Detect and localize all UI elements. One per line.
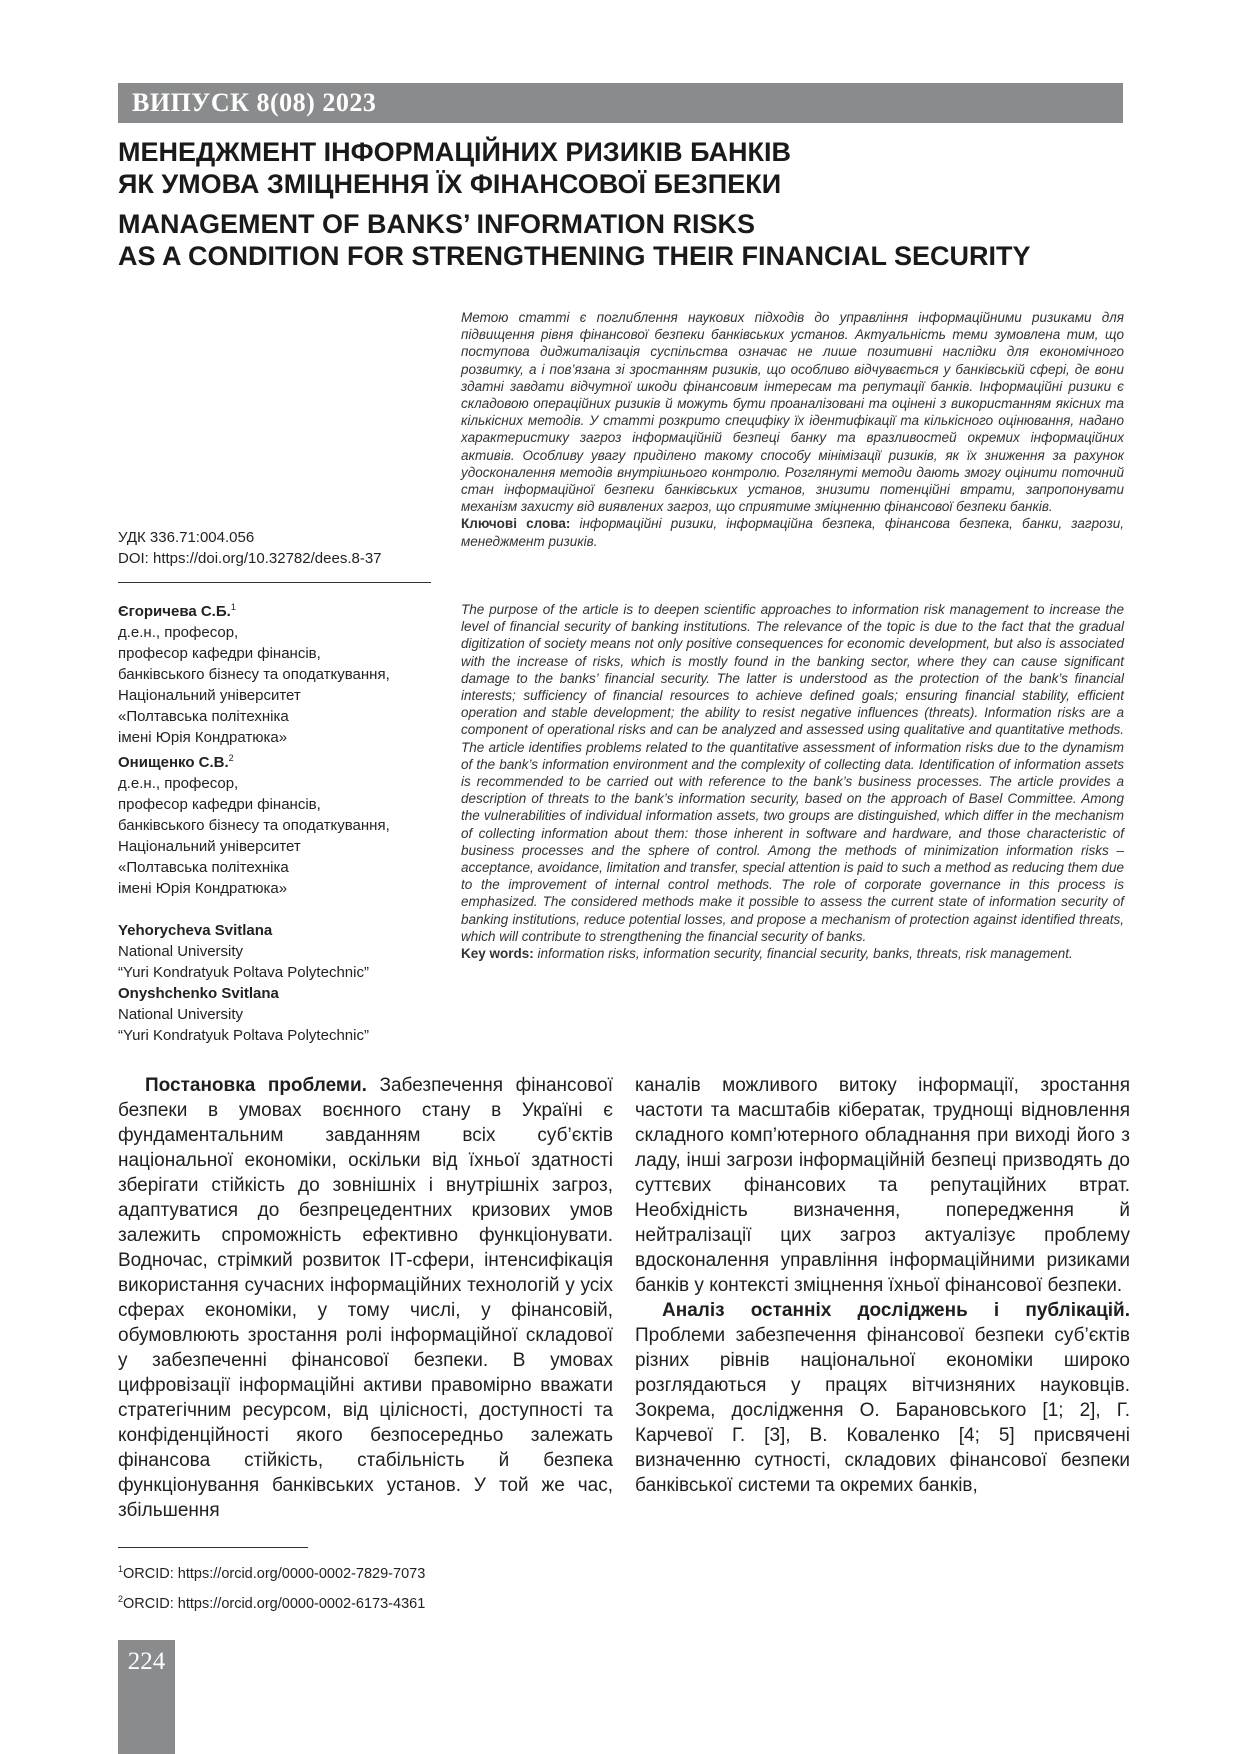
affiliation-line: National University bbox=[118, 943, 244, 960]
footnote-1 bbox=[118, 1557, 425, 1587]
page-number-tab bbox=[118, 1640, 175, 1754]
paragraph-text: каналів можливого витоку інформації, зростання частоти та масштабів кібератак, труднощі відновлення складного комп’ютерного обладнання при виході його з ладу, інші загрози інформаційній безпеці призводять до суттєвих фінансових та репутаційних втрат. Необхідність визначення, попередження й нейтралізації цих загроз актуалізує проблему вдосконалення управління інформаційними ризиками банків у контексті зміцнення їхньої фінансової безпеки. bbox=[635, 1075, 1130, 1296]
keywords-en: information risks, information security, financial security, banks, threats, risk management. bbox=[537, 946, 1073, 962]
affiliation-line: д.е.н., професор, bbox=[118, 624, 239, 641]
author-uk-2 bbox=[118, 748, 448, 899]
orcid-link[interactable]: ORCID: https://orcid.org/0000-0002-6173-4361 bbox=[123, 1595, 426, 1612]
abstract-en-text: The purpose of the article is to deepen scientific approaches to information risk management to increase the level of financial security of banking institutions. The relevance of the topic is due to the fact that the gradual digitization of society means not only positive consequences for economic development, but also is associated with the increase of risks, which is mostly found in the banking sector, where they can cause significant damage to the banks’ financial security. The latter is understood as the protection of the bank’s financial interests; sufficiency of financial resources to achieve defined goals; ensuring financial stability, efficient operation and stable development; the ability to resist negative influences (threats). Information risks are a component of operational risks and can be analyzed and assessed using qualitative and quantitative methods. The article identifies problems related to the quantitative assessment of information risks due to the dynamism of the bank’s information environment and the complexity of collecting data. Identification of information assets is recommended to be carried out with reference to the bank’s business processes. The article provides a description of threats to the bank’s information security, based on the approach of Basel Committee. Among the vulnerabilities of individual information assets, two groups are distinguished, which differ in the mechanism of collecting information about them: those inherent in software and hardware, and those characteristic of business processes and the sphere of control. Among the methods of minimization information risks – acceptance, avoidance, limitation and transfer, special attention is paid to such a method as reducing them due to the improvement of internal control methods. The role of corporate governance in this process is emphasized. The considered methods make it possible to assess the current state of information security of banking institutions, reduce potential losses, and propose a mechanism of protection against identified threats, which will contribute to strengthening the financial security of banks. bbox=[461, 602, 1124, 944]
author-en-2 bbox=[118, 983, 448, 1046]
affiliation-line: банківського бізнесу та оподаткування, bbox=[118, 817, 390, 834]
title-english bbox=[118, 208, 1128, 272]
title-en-line-1: MANAGEMENT OF BANKS’ INFORMATION RISKS bbox=[118, 209, 755, 239]
affiliation-line: “Yuri Kondratyuk Poltava Polytechnic” bbox=[118, 1027, 369, 1044]
affiliation-line: “Yuri Kondratyuk Poltava Polytechnic” bbox=[118, 964, 369, 981]
title-ukrainian bbox=[118, 136, 1128, 200]
analysis-paragraph bbox=[635, 1298, 1130, 1498]
title-en-line-2: AS A CONDITION FOR STRENGTHENING THEIR FINANCIAL SECURITY bbox=[118, 241, 1031, 271]
affiliation-line: імені Юрія Кондратюка» bbox=[118, 880, 288, 897]
affiliation-line: банківського бізнесу та оподаткування, bbox=[118, 666, 390, 683]
footnote-ref: 2 bbox=[228, 753, 234, 763]
section-heading: Аналіз останніх досліджень і публікацій. bbox=[662, 1300, 1130, 1321]
footnotes bbox=[118, 1557, 425, 1617]
author-name: Yehorycheva Svitlana bbox=[118, 922, 273, 939]
affiliation-line: д.е.н., професор, bbox=[118, 775, 239, 792]
section-heading: Постановка проблеми. bbox=[145, 1075, 367, 1096]
paragraph-text: Проблеми забезпечення фінансової безпеки суб’єктів різних рівнів національної економіки широко розглядаються у працях вітчизняних науковців. Зокрема, дослідження О. Барановського [1; 2], Г. Карчевої Г. [3], В. Коваленко [4; 5] присвячені визначенню сутності, складових фінансової безпеки банківської системи та окремих банків, bbox=[635, 1325, 1130, 1496]
page-number: 224 bbox=[127, 1648, 166, 1675]
identifiers-divider bbox=[118, 582, 431, 583]
body-column-left bbox=[118, 1073, 613, 1523]
article-identifiers bbox=[118, 527, 433, 569]
author-name: Онищенко С.В. bbox=[118, 754, 229, 771]
affiliation-line: Національний університет bbox=[118, 838, 301, 855]
problem-paragraph bbox=[118, 1073, 613, 1523]
orcid-link[interactable]: ORCID: https://orcid.org/0000-0002-7829-7073 bbox=[123, 1565, 426, 1582]
affiliation-line: National University bbox=[118, 1006, 244, 1023]
author-uk-1 bbox=[118, 597, 448, 748]
footnote-2 bbox=[118, 1587, 425, 1617]
author-block bbox=[118, 597, 448, 1046]
abstract-uk-text: Метою статті є поглиблення наукових підходів до управління інформаційними ризиками для підвищення рівня фінансової безпеки банківських установ. Актуальність теми зумовлена тим, що поступова диджиталізація суспільства означає не лише позитивні наслідки для економічного розвитку, а і пов’язана зі зростанням ризиків, що особливо відчувається у банківській сфері, де вони здатні завдати відчутної шкоди фінансовим інтересам та репутації банків. Інформаційні ризики є складовою операційних ризиків й можуть бути проаналізовані та оцінені з використанням якісних та кількісних методів. У статті розкрито специфіку їх ідентифікації та кількісного оцінювання, надано характеристику загроз інформаційній безпеці банку та вразливостей окремих інформаційних активів. Особливу увагу приділено такому способу мінімізації ризиків, як їх зниження за рахунок удосконалення методів внутрішнього контролю. Розглянуті методи дають змогу оцінити поточний стан інформаційної безпеки банківських установ, знизити потенційні втрати, запропонувати механізм захисту від виявлених загроз, що сприятиме зміцненню фінансової безпеки банків. bbox=[461, 310, 1124, 515]
affiliation-line: «Полтавська політехніка bbox=[118, 859, 289, 876]
udc-code: УДК 336.71:004.056 bbox=[118, 529, 255, 546]
title-uk-line-1: МЕНЕДЖМЕНТ ІНФОРМАЦІЙНИХ РИЗИКІВ БАНКІВ bbox=[118, 137, 791, 167]
footnote-ref: 1 bbox=[230, 602, 236, 612]
keywords-en-label: Key words: bbox=[461, 946, 534, 962]
footnote-divider bbox=[118, 1547, 308, 1548]
affiliation-line: професор кафедри фінансів, bbox=[118, 796, 321, 813]
author-en-1 bbox=[118, 920, 448, 983]
affiliation-line: Національний університет bbox=[118, 687, 301, 704]
author-name: Єгоричева С.Б. bbox=[118, 603, 231, 620]
body-column-right bbox=[635, 1073, 1130, 1498]
footnote-marker: 2 bbox=[118, 1593, 124, 1604]
footnote-marker: 1 bbox=[118, 1564, 124, 1574]
affiliation-line: імені Юрія Кондратюка» bbox=[118, 729, 288, 746]
paragraph-text: Забезпечення фінансової безпеки в умовах воєнного стану в Україні є фундаментальним завданням всіх суб’єктів національної економіки, оскільки від їхньої здатності зберігати стійкість до зовнішніх і внутрішніх загроз, адаптуватися до безпрецедентних кризових умов залежить спроможність ефективно функціонувати. Водночас, стрімкий розвиток ІТ-сфери, інтенсифікація використання сучасних інформаційних технологій у усіх сферах економіки, у тому числі, у фінансовій, обумовлюють зростання ролі інформаційної складової у забезпеченні фінансової безпеки. В умовах цифровізації інформаційні активи правомірно вважати стратегічним ресурсом, від цілісності, доступності та конфіденційності якого безпосередньо залежать фінансова стійкість, стабільність й безпека функціонування банківських установ. У той же час, збільшення bbox=[118, 1075, 614, 1521]
affiliation-line: професор кафедри фінансів, bbox=[118, 645, 321, 662]
author-name: Onyshchenko Svitlana bbox=[118, 985, 279, 1002]
problem-paragraph-continued bbox=[635, 1073, 1130, 1298]
keywords-uk-label: Ключові слова: bbox=[461, 516, 571, 532]
abstract-english bbox=[461, 601, 1124, 962]
abstract-ukrainian bbox=[461, 309, 1124, 550]
keywords-uk: інформаційні ризики, інформаційна безпека, фінансова безпека, банки, загрози, менеджмент ризиків. bbox=[461, 516, 1124, 549]
issue-banner bbox=[118, 83, 1123, 123]
doi-link[interactable]: DOI: https://doi.org/10.32782/dees.8-37 bbox=[118, 550, 382, 567]
affiliation-line: «Полтавська політехніка bbox=[118, 708, 289, 725]
title-uk-line-2: ЯК УМОВА ЗМІЦНЕННЯ ЇХ ФІНАНСОВОЇ БЕЗПЕКИ bbox=[118, 169, 782, 199]
issue-label: ВИПУСК 8(08) 2023 bbox=[132, 88, 377, 117]
